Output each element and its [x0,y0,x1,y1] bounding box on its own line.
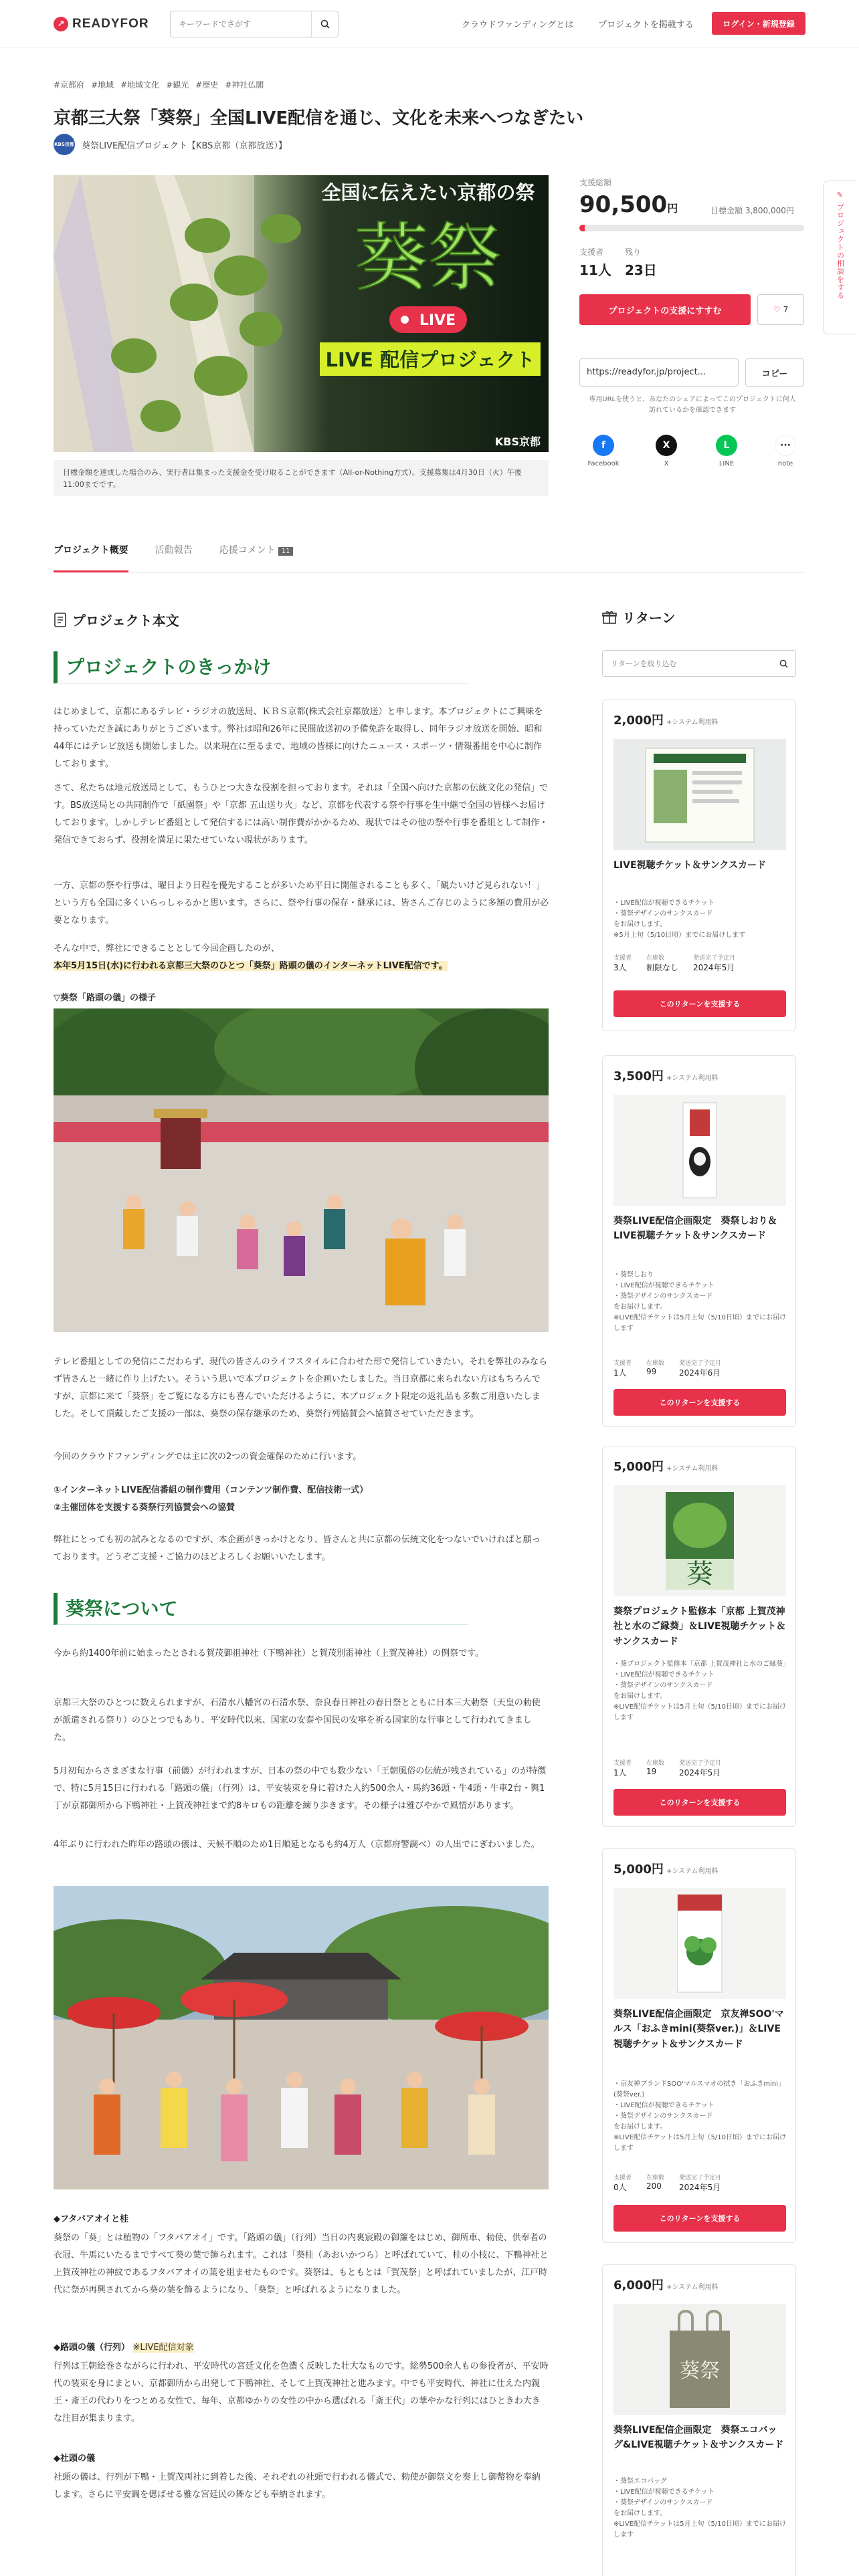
support-project-button[interactable]: プロジェクトの支援にすすむ [579,294,751,325]
hero-brand: KBS京都 [494,435,541,448]
favorite-button[interactable] [757,294,804,325]
progress-fill [579,225,585,231]
paragraph: 弊社にとっても初の試みとなるのですが、本企画がきっかけとなり、皆さんと共に京都の伝統文化をつないでいければと願っております。どうぞご支援・ご協力のほどよろしくお願いいたします。 [54,1535,541,1562]
heading-kikkake: プロジェクトのきっかけ [54,651,468,683]
login-button[interactable]: ログイン・新規登録 [712,12,805,35]
line-icon: L [716,435,737,456]
reward-title: 葵祭プロジェクト監修本「京都 上賀茂神社と水のご縁葵」＆LIVE視聴チケット＆サンクスカード [613,1606,786,1647]
svg-text:葵祭: 葵祭 [680,2359,720,2383]
header-search [170,11,339,37]
procession-photo-1 [54,1008,549,1332]
reward-card [602,700,796,1031]
hero-line1: 全国に伝えたい京都の祭 [321,181,535,204]
reward-description: ・京友禅ブランドSOO'マルスマオの拭き「おふきmini」(葵祭ver.) ・LIVE配信が視聴できるチケット ・葵祭デザインのサンクスカード をお届けします。 ※LIVE配信チケットは5月上旬（5/10日頃）までにお届けします [613,2080,786,2152]
subheading-futaba-aoi: ◆フタバアオイと桂 [54,2214,129,2224]
hero-big-title: 葵祭 [355,215,502,301]
gift-icon [602,610,617,625]
tag[interactable]: #歴史 [195,80,219,90]
reward-price: 5,000円 +システム利用料 [613,1460,719,1474]
readyfor-mark-icon: ↗ [54,17,68,31]
logo-text: READYFOR [72,17,149,31]
paragraph: はじめまして、京都にあるテレビ・ラジオの放送局、ＫＢＳ京都(株式会社京都放送）と申します。本プロジェクトにご興味を持っていただき誠にありがとうございます。弊社は昭和26年に民間放送初の予備免許を取得し、同年ラジオ放送を開始、昭和44年にはテレビ放送も開始しました。以来現在に至るまで、地域の皆様に向けたニュース・スポーツ・情報番組を中心に制作しております。 [54,707,543,769]
owner-name: 葵祭LIVE配信プロジェクト【KBS京都（京都放送）】 [82,140,287,151]
reward-filter [602,650,796,677]
tab-activity[interactable]: 活動報告 [155,545,193,556]
tag[interactable]: #地域文化 [120,80,160,90]
remaining-label: 残り [625,247,642,257]
paragraph: テレビ番組としての発信にこだわらず、現代の皆さんのライフスタイルに合わせた形で発信していきたい。それを弊社のみならず皆さんと一緒に作り上げたい。そういう思いで本プロジェクトを企画いたしました。当日京都に来られない方はもちろんですが、京都に来て「葵祭」をご覧になる方にも喜んでいただけるように、本プロジェクト限定の返礼品も多数ご用意いたしました。そして頂戴したご支援の一部は、葵祭の保存継承のため、葵祭行列協賛会へ協賛させていただきます。 [54,1357,548,1419]
svg-text:葵: 葵 [686,1559,713,1590]
hero-live-badge: LIVE [419,312,456,329]
reward-price: 6,000円 +システム利用料 [613,2278,719,2292]
support-reward-button[interactable]: このリターンを支援する [613,2205,786,2232]
nav-start-project[interactable]: プロジェクトを掲載する [598,20,694,30]
reward-title: 葵祭LIVE配信企画限定 葵祭しおり＆LIVE視聴チケット＆サンクスカード [613,1216,777,1242]
live-target-tag: ※LIVE配信対象 [132,2343,194,2353]
paragraph: 一方、京都の祭や行事は、曜日より日程を優先することが多いため平日に開催されることも多く、「観たいけど見られない！」という方も全国に多くいらっしゃるかと思います。さらに、祭や行事の保存・継承には、皆さんご存じのように多額の費用が必要となります。 [54,881,549,926]
reward-card [602,1446,796,1827]
reward-image-cloth [613,1888,786,1999]
backers-count: 11人 [579,262,611,278]
reward-title: 葵祭LIVE配信企画限定 葵祭エコバッグ&LIVE視聴チケット＆サンクスカード [613,2425,784,2451]
reward-image-eco-bag [613,2304,786,2415]
hero-line2: LIVE 配信プロジェクト [325,348,535,371]
paragraph: 今回のクラウドファンディングでは主に次の2つの資金確保のために行います。 [54,1452,362,1462]
comments-count-badge: 11 [278,547,294,556]
reward-description: ・葵プロジェクト監修本「京都 上賀茂神社と水のご縁葵」 ・LIVE配信が視聴できるチケット ・葵祭デザインのサンクスカード をお届けします。 ※LIVE配信チケットは5月上旬（5/10日頃）までにお届けします [613,1660,789,1721]
paragraph: 行列は王朝絵巻さながらに行われ、平安時代の宮廷文化を色濃く反映した壮大なものです。総勢500余人もの参役者が、平安時代の装束を身にまとい、京都御所から出発して下鴨神社、そして上賀茂神社と進みます。中でも平安時代、神社に仕えた内親王・斎王の代わりをつとめる女性で、毎年、京都ゆかりの女性の中から選ばれる「斎王代」の華やかな行列にはひときわ大きな注目が集まります。 [54,2361,549,2424]
goal-amount: 目標金額 3,800,000円 [710,206,794,215]
procession-photo-2 [54,1886,549,2189]
consult-side-tab[interactable] [823,181,856,334]
paragraph: 今から約1400年前に始まったとされる賀茂御祖神社（下鴨神社）と賀茂別雷神社（上賀茂神社）の例祭です。 [54,1648,484,1658]
facebook-icon: f [593,435,614,456]
reward-meta: 支援者 1人 在庫数 99 発送完了予定月 2024年6月 [613,1360,722,1378]
reward-price: 5,000円 +システム利用料 [613,1862,719,1876]
remaining-days: 23日 [625,262,657,278]
backers-label: 支援者 [579,247,604,257]
reward-image-bookmark [613,1095,786,1206]
paragraph: 5月初旬からさまざまな行事（前儀）が行われますが、日本の祭の中でも数少ない「王朝風俗の伝統が残されている」のが特徴で、特に5月15日に行われる「路頭の儀」（行列）は、平安装束を身に着けた人約500余人・馬約36頭・牛4頭・牛車2台・輿1丁が京都御所から下鴨神社・上賀茂神社まで約8キロもの距離を練り歩きます。その様子は雅びやかで風情があります。 [54,1766,547,1811]
paragraph: 京都三大祭のひとつに数えられますが、石清水八幡宮の石清水祭、奈良春日神社の春日祭とともに日本三大勅祭（天皇の勅使が派遣される祭り）のひとつでもあり、平安時代以来、国家の安泰や国民の安寧を祈る国家的な行事として行われてきました。 [54,1698,541,1743]
project-owner[interactable] [54,134,287,155]
copy-url-button[interactable]: コピー [745,358,804,387]
support-reward-button[interactable]: このリターンを支援する [613,1789,786,1816]
reward-card [602,1848,796,2243]
progress-bar [579,225,804,231]
paragraph: 4年ぶりに行われた昨年の路頭の儀は、天候不順のため1日順延となるも約4万人（京都府警調べ）の人出でにぎわいました。 [54,1840,540,1850]
reward-meta: 支援者 3人 在庫数 制限なし 発送完了予定月 2024年5月 [613,955,736,972]
tag-list [54,79,264,90]
paragraph: そんな中で、弊社にできることとして今回企画したのが、 本年5月15日(水)に行われる京都三大祭のひとつ「葵祭」路頭の儀のインターネットLIVE配信です。 [54,944,448,971]
readyfor-logo[interactable] [54,16,149,32]
consult-label: プロジェクトの相談をする [836,203,845,300]
reward-price: 3,500円 +システム利用料 [613,1069,719,1083]
reward-title: LIVE視聴チケット＆サンクスカード [613,860,767,871]
search-icon[interactable] [771,659,795,668]
tag[interactable]: #京都府 [54,80,85,90]
search-input[interactable] [171,19,311,29]
subheading-roto-no-gi: ◆路頭の儀（行列） ※LIVE配信対象 [54,2343,194,2353]
x-icon: X [656,435,677,456]
reward-price: 2,000円 +システム利用料 [613,714,719,728]
hero-image [54,175,549,452]
support-reward-button[interactable]: このリターンを支援する [613,1389,786,1416]
document-icon [54,613,67,627]
tag[interactable]: #神社仏閣 [225,80,264,90]
reward-card [602,2264,796,2576]
note-icon: ··· [775,435,796,456]
search-icon[interactable] [311,11,338,37]
share-x[interactable]: X X [646,435,686,467]
reward-title: 葵祭LIVE配信企画限定 京友禅SOO'マルス「おふきmini(葵祭ver.)」＆LIVE視聴チケット＆サンクスカード [613,2009,784,2050]
tag[interactable]: #地域 [91,80,114,90]
reward-description: ・LIVE配信が視聴できるチケット ・葵祭デザインのサンクスカード をお届けします。 ※5月上旬（5/10日頃）までにお届けします [613,899,746,939]
share-note: 専用URLを使うと、あなたのシェアによってこのプロジェクトに何人訪れているかを確認できます [589,396,796,414]
all-or-nothing-notice: 目標金額を達成した場合のみ、実行者は集まった支援金を受け取ることができます（All-or-Nothing方式）。支援募集は4月30日（火）午後11:00までです。 [54,460,549,496]
share-note-service[interactable]: ··· note [765,435,805,467]
favorite-count: 7 [783,305,789,314]
tab-comments[interactable]: 応援コメント 11 [219,540,294,572]
share-url-field[interactable]: https://readyfor.jp/project... [579,358,739,387]
support-reward-button[interactable]: このリターンを支援する [613,990,786,1017]
reward-filter-input[interactable] [603,659,771,668]
nav-about-crowdfunding[interactable]: クラウドファンディングとは [462,20,574,30]
site-header [0,0,859,48]
support-total-label: 支援総額 [579,178,612,187]
reward-meta: 支援者 1人 在庫数 19 発送完了予定月 2024年5月 [613,1760,722,1778]
rewards-heading: リターン [602,607,676,627]
project-tabs [54,540,805,572]
share-facebook[interactable]: f Facebook [583,435,624,467]
chat-icon: ✎ [836,191,844,199]
paragraph: 葵祭の「葵」とは植物の「フタバアオイ」です。「路頭の儀」（行列）当日の内裏宸殿の御簾をはじめ、御所車、勅使、供奉者の衣冠、牛馬にいたるまですべて葵の葉で飾られます。これは「葵桂（あおいかつら）と呼ばれていて、桂の小枝に、下鴨神社と上賀茂神社の神紋であるフタバアオイの葉を組ませたものです。葵祭は、もともとは「賀茂祭」と呼ばれていましたが、江戸時代に祭が再興されてから葵の葉を飾るようになり、「葵祭」と呼ばれるようになりました。 [54,2233,549,2295]
reward-description: ・葵祭エコバッグ ・LIVE配信が視聴できるチケット ・葵祭デザインのサンクスカード をお届けします。 ※LIVE配信チケットは5月上旬（5/10日頃）までにお届けします [613,2478,786,2539]
tag[interactable]: #観光 [166,80,189,90]
project-body-heading: プロジェクト本文 [54,610,179,629]
paragraph: さて、私たちは地元放送局として、もうひとつ大きな役割を担っております。それは「全国へ向けた京都の伝統文化の発信」です。BS放送局との共同制作で「紙園祭」や「京都 五山送り火」など、京都を代表する祭や行事を生中継で全国の皆様へお届けしております。しかしテレビ番組として発信するには高い制作費がかかるため、現状ではその他の祭や行事を番組として制作・発信できておらず、役割を満足に果たせていない現状があります。 [54,783,549,845]
funding-purpose-list: ①インターネットLIVE配信番組の制作費用（コンテンツ制作費、配信技術一式） ②主催団体を支援する葵祭行列協賛会への協賛 [54,1485,369,1513]
reward-description: ・葵祭しおり ・LIVE配信が視聴できるチケット ・葵祭デザインのサンクスカード をお届けします。 ※LIVE配信チケットは5月上旬（5/10日頃）までにお届けします [613,1271,786,1332]
reward-image-thanks-card [613,739,786,850]
reward-meta: 支援者 0人 在庫数 200 発送完了予定月 2024年5月 [613,2175,722,2192]
photo-caption: ▽葵祭「路頭の儀」の様子 [54,993,156,1003]
heart-icon: ♡ [773,305,781,314]
tab-overview[interactable]: プロジェクト概要 [54,540,128,572]
support-total: 90,500円 [579,191,678,218]
project-title: 京都三大祭「葵祭」全国LIVE配信を通じ、文化を未来へつなぎたい [54,108,584,128]
subheading-shato-no-gi: ◆社頭の儀 [54,2454,95,2464]
heading-about-aoi: 葵祭について [54,1593,468,1625]
share-line[interactable]: L LINE [706,435,747,467]
paragraph: 社頭の儀は、行列が下鴨・上賀茂両社に到着した後、それぞれの社頭で行われる儀式で、勅使が御祭文を奏上し御幣物を奉納します。さらに平安調を偲ばせる雅な宮廷民の舞なども奉納されます。 [54,2472,541,2500]
reward-card [602,1055,796,1427]
owner-avatar: KBS京都 [54,134,75,155]
reward-image-book [613,1485,786,1596]
